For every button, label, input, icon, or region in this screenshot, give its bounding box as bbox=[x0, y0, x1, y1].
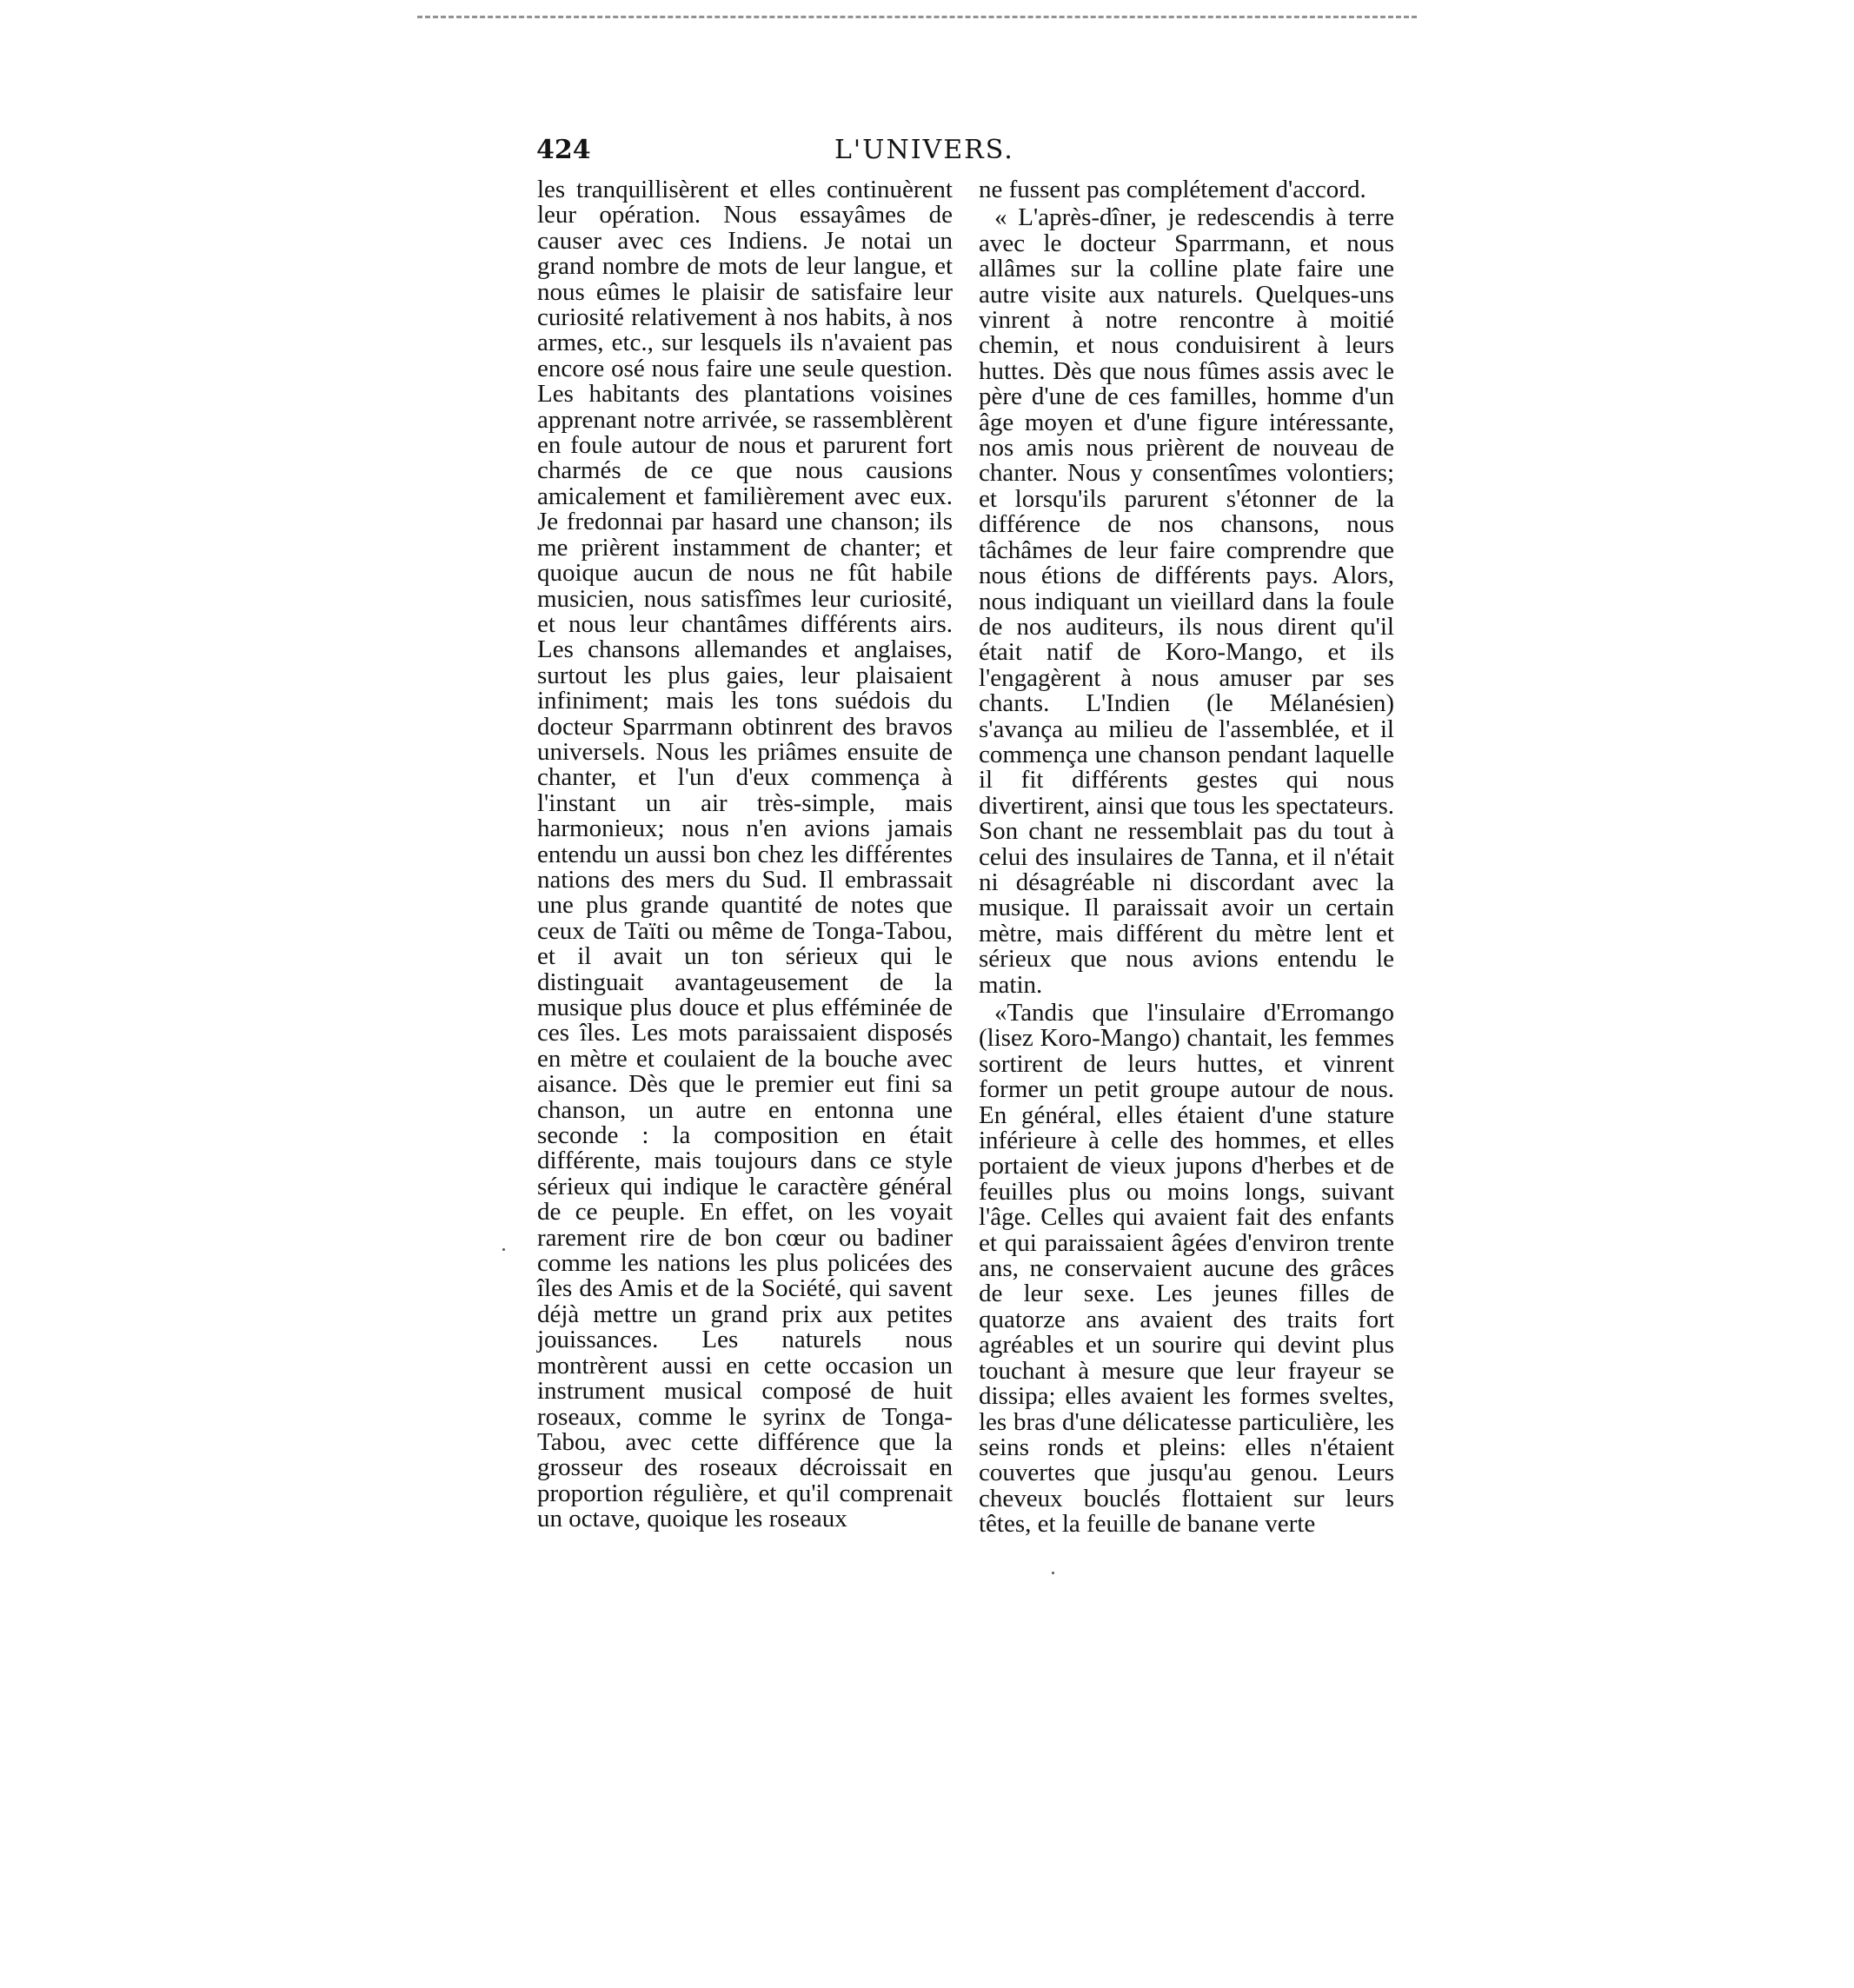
left-column bbox=[537, 177, 953, 1533]
scan-speck bbox=[502, 1248, 505, 1251]
paragraph: ne fussent pas complétement d'accord. bbox=[979, 176, 1366, 203]
paragraph: les tranquillisèrent et elles continuèrent leur opération. Nous essayâmes de causer avec ces Indiens. Je notai un grand nombre de mots de leur langue, et nous eûmes le plaisir de satisfaire leur curiosité relativement à nos habits, à nos armes, etc., sur lesquels ils n'avaient pas encore osé nous faire une seule question. Les habitants des plantations voisines apprenant notre arrivée, se rassemblèrent en foule autour de nous et parurent fort charmés de ce que nous causions amicalement et familièrement avec eux. Je fredonnai par hasard une chanson; ils me prièrent instamment de chanter; et quoique aucun de nous ne fût habile musicien, nous satisfîmes leur curiosité, et nous leur chantâmes différents airs. Les chansons allemandes et anglaises, surtout les plus gaies, leur plaisaient infiniment; mais les tons suédois du docteur Sparrmann obtinrent des bravos universels. Nous les priâmes ensuite de chanter, et l'un d'eux commença à l'instant un air très-simple, mais harmonieux; nous n'en avions jamais entendu un aussi bon chez les différentes nations des mers du Sud. Il embrassait une plus grande quantité de notes que ceux de Taïti ou même de Tonga-Tabou, et il avait un ton sérieux qui le distinguait avantageusement de la musique plus douce et plus efféminée de ces îles. Les mots paraissaient disposés en mètre et coulaient de la bouche avec aisance. Dès que le premier eut fini sa chanson, un autre en entonna une seconde : la composition en était différente, mais toujours dans ce style sérieux qui indique le caractère général de ce peuple. En effet, on les voyait rarement rire de bon cœur ou badiner comme les nations les plus policées des îles des Amis et de la Société, qui savent déjà mettre un grand prix aux petites jouissances. Les naturels nous montrèrent aussi en cette occasion un instrument musical composé de huit roseaux, comme le syrinx de Tonga-Tabou, avec cette différence que la grosseur des roseaux décroissait en proportion régulière, et qu'il comprenait un octave, quoique les roseaux bbox=[537, 176, 953, 1533]
paragraph: «Tandis que l'insulaire d'Erromango (lisez Koro-Mango) chantait, les femmes sortirent de leurs huttes, et vinrent former un petit groupe autour de nous. En général, elles étaient d'une stature inférieure à celle des hommes, et elles portaient de vieux jupons d'herbes et de feuilles plus ou moins longs, suivant l'âge. Celles qui avaient fait des enfants et qui paraissaient âgées d'environ trente ans, ne conservaient aucune des grâces de leur sexe. Les jeunes filles de quatorze ans avaient des traits fort agréables et un sourire qui devint plus touchant à mesure que leur frayeur se dissipa; elles avaient les formes sveltes, les bras d'une délicatesse particulière, les seins ronds et pleins: elles n'étaient couvertes que jusqu'au genou. Leurs cheveux bouclés flottaient sur leurs têtes, et la feuille de banane verte bbox=[979, 999, 1394, 1539]
scan-speck bbox=[1052, 1572, 1054, 1574]
paragraph: « L'après-dîner, je redescendis à terre avec le docteur Sparrmann, et nous allâmes sur la colline plate faire une autre visite aux naturels. Quelques-uns vinrent à notre rencontre à moitié chemin, et nous conduisirent à leurs huttes. Dès que nous fûmes assis avec le père d'une de ces familles, homme d'un âge moyen et d'une figure intéressante, nos amis nous prièrent de nouveau de chanter. Nous y consentîmes volontiers; et lorsqu'ils parurent s'étonner de la différence de nos chansons, nous tâchâmes de leur faire comprendre que nous étions de différents pays. Alors, nous indiquant un vieillard dans la foule de nos auditeurs, ils nous dirent qu'il était natif de Koro-Mango, et ils l'engagèrent à nous amuser par ses chants. L'Indien (le Mélanésien) s'avança au milieu de l'assemblée, et il commença une chanson pendant laquelle il fit différents gestes qui nous divertirent, ainsi que tous les spectateurs. Son chant ne ressemblait pas du tout à celui des insulaires de Tanna, et il n'était ni désagréable ni discordant avec la musique. Il paraissait avoir un certain mètre, mais différent du mètre lent et sérieux que nous avions entendu le matin. bbox=[979, 203, 1394, 999]
running-title: L'UNIVERS. bbox=[834, 135, 1014, 165]
page-number: 424 bbox=[536, 135, 591, 165]
right-column bbox=[979, 177, 1394, 1538]
scan-edge-artifact bbox=[417, 16, 1417, 18]
